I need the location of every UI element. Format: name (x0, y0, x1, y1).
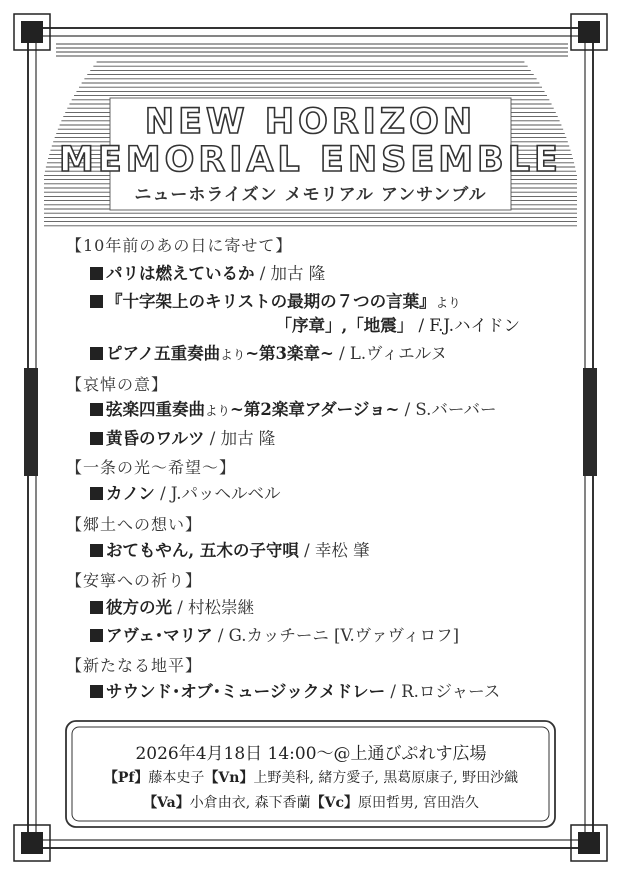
section-heading: 【安寧への祈り】 (66, 571, 203, 590)
piece-composer: / 村松崇継 (172, 598, 255, 617)
piece-suffix: より (435, 295, 461, 310)
program-item (90, 594, 254, 618)
part-tag: 【Vc】 (310, 795, 359, 811)
bullet-square-icon (90, 432, 103, 445)
part-tag: 【Pf】 (103, 770, 149, 786)
piece-movement: ~第2楽章アダージョ~ (230, 400, 400, 419)
program-item-continuation (0, 312, 520, 336)
piece-title: パリは燃えているか (106, 264, 255, 283)
piece-title: サウンド･オブ･ミュージックメドレー (106, 682, 386, 701)
program-item (90, 622, 459, 646)
piece-movement: ~第3楽章~ (245, 344, 334, 363)
bullet-square-icon (90, 487, 103, 500)
section-heading: 【10年前のあの日に寄せて】 (66, 236, 293, 255)
bullet-square-icon (90, 629, 103, 642)
program-item (90, 288, 461, 312)
piece-title: 『十字架上のキリストの最期の７つの言葉』 (106, 292, 436, 311)
piece-suffix: より (220, 347, 246, 362)
piece-title: ピアノ五重奏曲 (106, 344, 221, 363)
piece-composer: / 加古 隆 (254, 264, 326, 283)
piece-composer: / 加古 隆 (204, 429, 276, 448)
performers-line-2 (66, 792, 556, 812)
piece-composer: / 幸松 肇 (298, 541, 370, 560)
bullet-square-icon (90, 601, 103, 614)
piece-title: 黄昏のワルツ (106, 429, 205, 448)
piece-composer: / F.J.ハイドン (413, 316, 520, 335)
performers-line-1 (66, 767, 556, 787)
performer-names: 小倉由衣, 森下香蘭 (189, 795, 311, 811)
program-item (90, 396, 497, 420)
section-heading: 【郷土への想い】 (66, 515, 203, 534)
piece-composer: / R.ロジャース (385, 682, 501, 701)
performer-names: 原田哲男, 宮田浩久 (358, 795, 479, 811)
ensemble-title-line1: NEW HORIZON (144, 102, 477, 142)
bullet-square-icon (90, 347, 103, 360)
piece-title: カノン (106, 484, 155, 503)
piece-movement: 「序章」,「地震」 (275, 316, 414, 335)
ensemble-title-line2: MEMORIAL ENSEMBLE (59, 140, 562, 180)
piece-composer: / G.カッチーニ [V.ヴァヴィロフ] (212, 626, 460, 645)
piece-composer: / J.パッヘルベル (154, 484, 281, 503)
piece-composer: / S.バーバー (399, 400, 497, 419)
program-item (90, 678, 500, 702)
event-date-venue: 2026年4月18日 14:00～@上通びぷれす広場 (135, 744, 487, 764)
piece-title: おてもやん, 五木の子守唄 (106, 541, 299, 560)
piece-title: アヴェ･マリア (106, 626, 213, 645)
program-item (90, 480, 280, 504)
part-tag: 【Va】 (143, 795, 190, 811)
section-heading: 【哀悼の意】 (66, 375, 169, 394)
piece-title: 彼方の光 (106, 598, 172, 617)
program-item (90, 260, 325, 284)
performer-names: 上野美科, 緒方愛子, 黒葛原康子, 野田沙織 (253, 770, 519, 786)
section-heading: 【新たなる地平】 (66, 656, 203, 675)
ensemble-subtitle: ニューホライズン メモリアル アンサンブル (134, 185, 487, 205)
bullet-square-icon (90, 295, 103, 308)
performer-names: 藤本史子 (148, 770, 205, 786)
program-item (90, 340, 447, 364)
program-item (90, 425, 275, 449)
part-tag: 【Vn】 (204, 770, 254, 786)
piece-title: 弦楽四重奏曲 (106, 400, 205, 419)
program-item (90, 537, 370, 561)
bullet-square-icon (90, 544, 103, 557)
piece-composer: / L.ヴィエルヌ (333, 344, 447, 363)
bullet-square-icon (90, 685, 103, 698)
piece-suffix: より (205, 403, 231, 418)
bullet-square-icon (90, 403, 103, 416)
section-heading: 【一条の光～希望～】 (66, 458, 237, 477)
bullet-square-icon (90, 267, 103, 280)
